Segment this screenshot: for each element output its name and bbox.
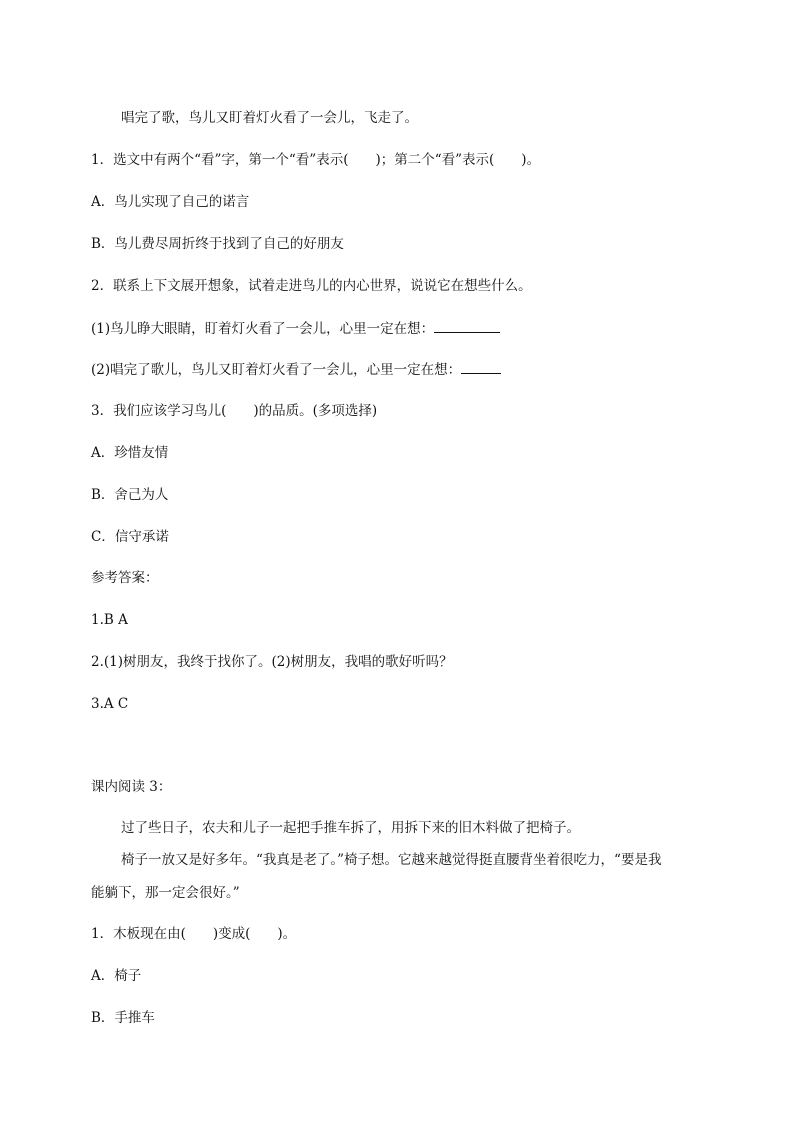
reading-3-question-1-stem: 1．木板现在由( )变成( )。 xyxy=(91,926,297,942)
question-2-sub-2-text: (2)唱完了歌儿，鸟儿又盯着灯火看了一会儿，心里一定在想： xyxy=(91,362,462,378)
question-1-option-a: A．鸟儿实现了自己的诺言 xyxy=(91,194,250,210)
answer-1: 1.B A xyxy=(91,612,128,628)
question-3-stem: 3．我们应该学习鸟儿( )的品质。(多项选择) xyxy=(91,403,378,419)
question-2-sub-1 xyxy=(91,318,500,339)
question-3-option-c: C．信守承诺 xyxy=(91,529,169,545)
question-1-stem: 1．选文中有两个“看”字，第一个“看”表示( )；第二个“看”表示( )。 xyxy=(91,152,541,168)
question-2-stem: 2．联系上下文展开想象，试着走进鸟儿的内心世界，说说它在想些什么。 xyxy=(91,278,532,294)
answer-3: 3.A C xyxy=(91,696,129,712)
answers-heading: 参考答案： xyxy=(91,570,159,586)
answer-2: 2.(1)树朋友，我终于找你了。(2)树朋友，我唱的歌好听吗？ xyxy=(91,654,453,670)
question-2-sub-1-text: (1)鸟儿睁大眼睛，盯着灯火看了一会儿，心里一定在想： xyxy=(91,321,435,337)
answer-blank-1[interactable] xyxy=(434,318,500,333)
reading-3-paragraph-1: 过了些日子，农夫和儿子一起把手推车拆了，用拆下来的旧木料做了把椅子。 xyxy=(121,820,580,836)
question-2-sub-2 xyxy=(91,359,501,380)
passage-end-line: 唱完了歌，鸟儿又盯着灯火看了一会儿，飞走了。 xyxy=(121,110,418,126)
reading-3-question-1-option-b: B．手推车 xyxy=(91,1010,155,1026)
reading-3-heading: 课内阅读 3： xyxy=(91,779,172,795)
question-1-option-b: B．鸟儿费尽周折终于找到了自己的好朋友 xyxy=(91,236,344,252)
question-3-option-a: A．珍惜友情 xyxy=(91,445,169,461)
reading-3-question-1-option-a: A．椅子 xyxy=(91,968,142,984)
reading-3-paragraph-2-line-2: 能躺下，那一定会很好。” xyxy=(91,885,240,901)
answer-blank-2[interactable] xyxy=(461,359,501,374)
question-3-option-b: B．舍己为人 xyxy=(91,487,169,503)
reading-3-paragraph-2-line-1: 椅子一放又是好多年。“我真是老了。”椅子想。它越来越觉得挺直腰背坐着很吃力，“要是我 xyxy=(121,852,662,868)
